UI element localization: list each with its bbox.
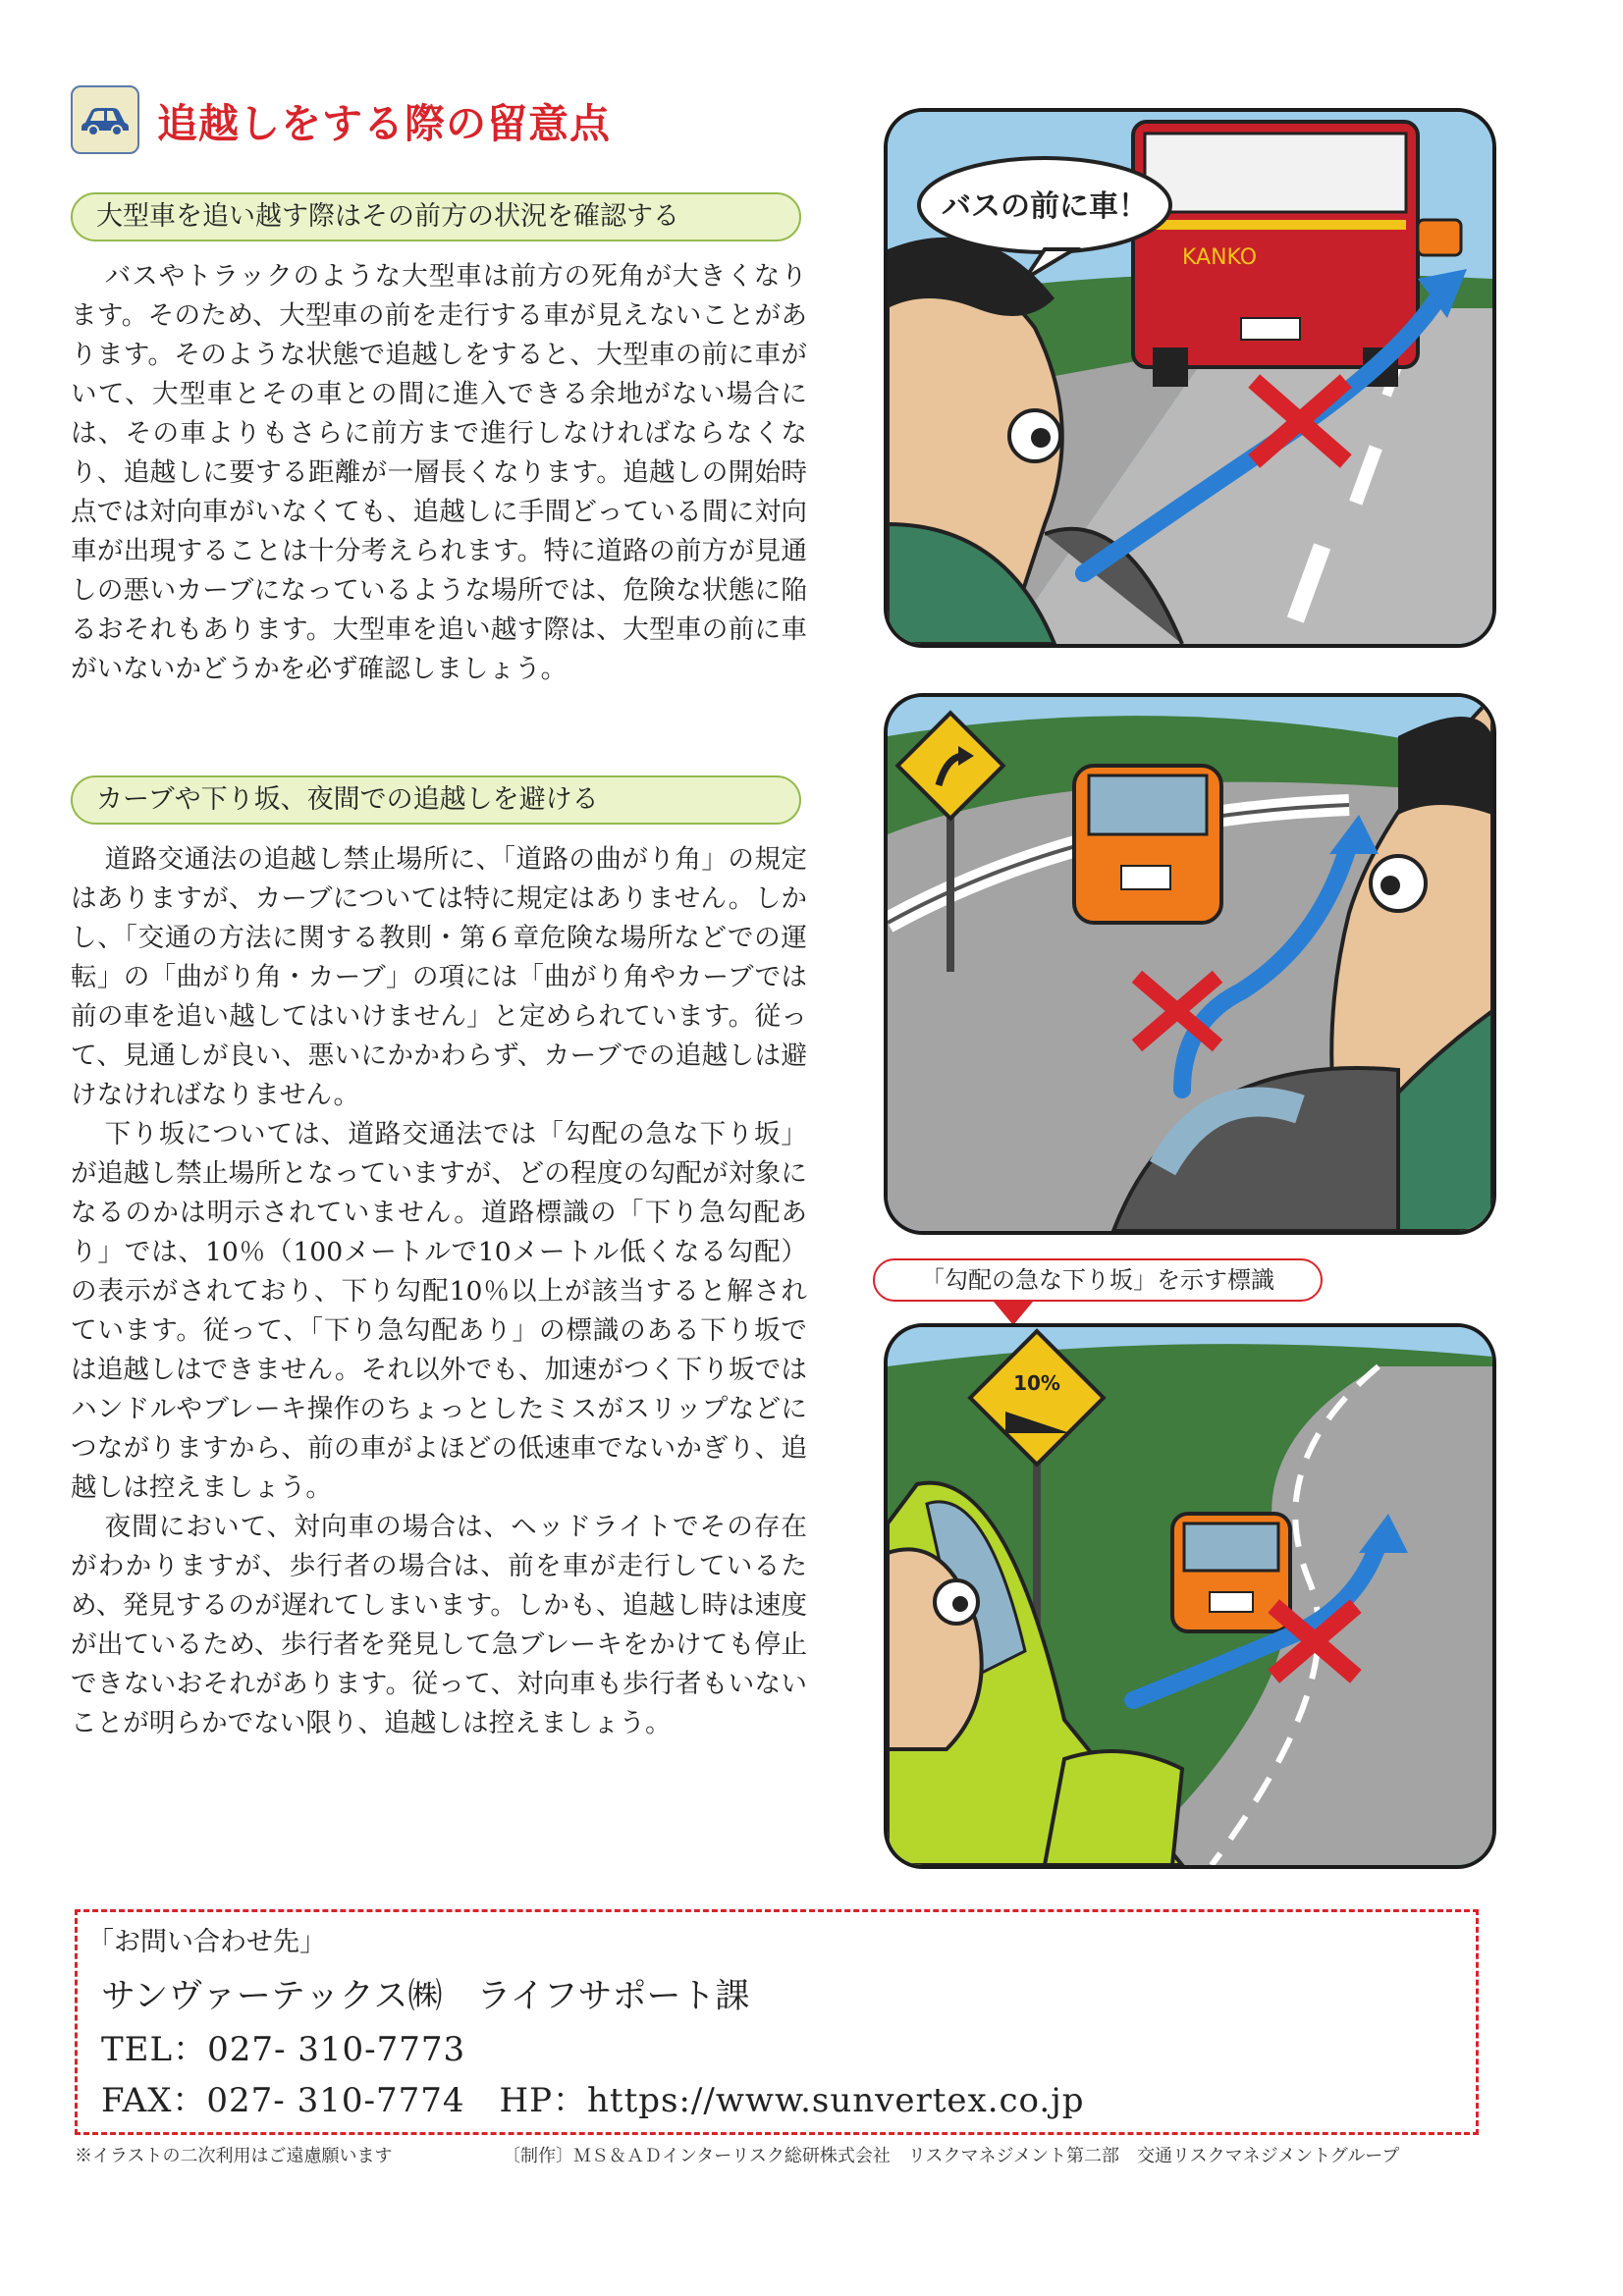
paragraph: 道路交通法の追越し禁止場所に、「道路の曲がり角」の規定はありますが、カーブについては特に規定はありません。しかし、「交通の方法に関する教則・第６章危険な場所などでの運転」の「曲がり角・カーブ」の項には「曲がり角やカーブでは前の車を追い越してはいけません」と定められています。従って、見通しが良い、悪いにかかわらず、カーブでの追越しは避けなければなりません。	[71, 844, 807, 1110]
section-body-curve-slope-night	[71, 840, 807, 1743]
footer-credit: 〔制作〕ＭＳ＆ＡＤインターリスク総研株式会社 リスクマネジメント第二部 交通リスクマネジメントグループ	[503, 2146, 1400, 2166]
contact-box	[75, 1909, 1479, 2135]
contact-fax-homepage: FAX：027- 310-7774 HP：https://www.sunvertex.co.jp	[101, 2081, 1085, 2120]
paragraph: バスやトラックのような大型車は前方の死角が大きくなります。そのため、大型車の前を走行する車が見えないことがあります。そのような状態で追越しをすると、大型車の前に車がいて、大型車とその車との間に進入できる余地がない場合には、その車よりもさらに前方まで進行しなければならなくなり、追越しに要する距離が一層長くなります。追越しの開始時点では対向車がいなくても、追越しに手間どっている間に対向車が出現することは十分考えられます。特に道路の前方が見通しの悪いカーブになっているような場所では、危険な状態に陥るおそれもあります。大型車を追い越す際は、大型車の前に車がいないかどうかを必ず確認しましょう。	[71, 261, 807, 684]
paragraph: 下り坂については、道路交通法では「勾配の急な下り坂」が追越し禁止場所となっていますが、どの程度の勾配が対象になるのかは明示されていません。道路標識の「下り急勾配あり」では、10％（100メートルで10メートル低くなる勾配）の表示がされており、下り勾配10％以上が該当すると解されています。従って、「下り急勾配あり」の標識のある下り坂では追越しはできません。それ以外でも、加速がつく下り坂ではハンドルやブレーキ操作のちょっとしたミスがスリップなどにつながりますから、前の車がよほどの低速車でないかぎり、追越しは控えましょう。	[71, 1119, 807, 1503]
contact-label: 「お問い合わせ先」	[87, 1927, 326, 1957]
page-title: 追越しをする際の留意点	[157, 99, 611, 147]
bus-brand-text: KANKO	[1182, 245, 1258, 270]
footer-note: ※イラストの二次利用はご遠慮願います	[75, 2146, 393, 2166]
contact-company: サンヴァーテックス㈱ ライフサポート課	[101, 1977, 750, 2016]
paragraph: 夜間において、対向車の場合は、ヘッドライトでその存在がわかりますが、歩行者の場合は、前を車が走行しているため、発見するのが遅れてしまいます。しかも、追越し時は速度が出ているため、歩行者を発見して急ブレーキをかけても停止できないおそれがあります。従って、対向車も歩行者もいないことが明らかでない限り、追越しは控えましょう。	[71, 1512, 807, 1738]
illustration-downhill-overtake	[884, 1323, 1496, 1869]
page-header	[71, 84, 611, 155]
illustration-bus-overtake	[884, 108, 1496, 648]
section-heading-curve-slope-night: カーブや下り坂、夜間での追越しを避ける	[71, 775, 801, 825]
car-icon	[71, 85, 139, 154]
slope-sign-text: 10%	[1013, 1371, 1060, 1395]
illustration-curve-overtake	[884, 693, 1496, 1235]
contact-tel: TEL：027- 310-7773	[101, 2030, 466, 2069]
sign-caption: 「勾配の急な下り坂」を示す標識	[873, 1258, 1323, 1302]
section-body-large-vehicle	[71, 257, 807, 689]
caption-pointer-icon	[994, 1302, 1033, 1325]
section-heading-large-vehicle: 大型車を追い越す際はその前方の状況を確認する	[71, 192, 801, 241]
speech-bubble-text: バスの前に車！	[942, 189, 1148, 224]
